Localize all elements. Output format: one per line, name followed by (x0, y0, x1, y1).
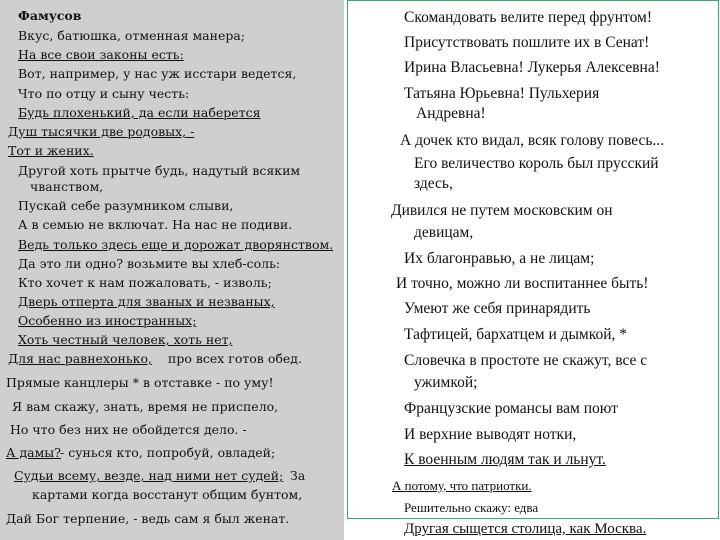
verse-line: Их благонравью, а не лицам; (404, 250, 595, 267)
verse-line: Вот, например, у нас уж исстари ведется, (18, 66, 297, 81)
verse-line: Другой хоть прытче будь, надутый всяким (18, 163, 301, 178)
verse-line: Прямые канцлеры * в отставке - по уму! (6, 375, 274, 390)
verse-line: Для нас равнехонько, (8, 351, 152, 366)
verse-line: Умеют же себя принарядить (404, 300, 591, 317)
verse-line: Андревна! (416, 105, 486, 122)
verse-line: Да это ли одно? возьмите вы хлеб-соль: (18, 256, 281, 271)
verse-line: На все свои законы есть: (18, 47, 184, 62)
right-text-panel (347, 0, 719, 519)
verse-line: Что по отцу и сыну честь: (18, 86, 190, 101)
verse-line: Дверь отперта для званых и незваных, (18, 294, 275, 309)
verse-line: Вкус, батюшка, отменная манера; (18, 28, 246, 43)
verse-line: Его величество король был прусский (414, 155, 659, 172)
verse-line: Словечка в простоте не скажут, все с (404, 352, 648, 369)
verse-line: А в семью не включат. На нас не подиви. (18, 217, 293, 232)
verse-line: Судьи всему, везде, над ними нет судей; (14, 468, 284, 483)
verse-line: Скомандовать велите перед фрунтом! (404, 9, 653, 26)
verse-line: Ирина Власьевна! Лукерья Алексевна! (404, 59, 660, 76)
verse-line: За (290, 468, 306, 483)
verse-line: Кто хочет к нам пожаловать, - изволь; (18, 275, 272, 290)
verse-line: Татьяна Юрьевна! Пульхерия (404, 85, 600, 102)
verse-line: Присутствовать пошлите их в Сенат! (404, 34, 650, 51)
verse-line: Французские романсы вам поют (404, 400, 618, 417)
verse-line: про всех готов обед. (168, 351, 302, 366)
verse-line: Душ тысячки две родовых, - (8, 124, 195, 139)
verse-line: А потому, что патриотки. (392, 478, 532, 493)
verse-line: Хоть честный человек, хоть нет, (18, 332, 233, 347)
verse-line: здесь, (414, 175, 453, 192)
verse-line: Будь плохенький, да если наберется (18, 105, 261, 120)
verse-line: - сунься кто, попробуй, овладей; (60, 445, 276, 460)
left-text-panel (0, 0, 344, 540)
verse-line: ужимкой; (414, 374, 478, 391)
verse-line: Дивился не путем московским он (391, 202, 613, 219)
verse-line: А дочек кто видал, всяк голову повесь... (400, 132, 665, 149)
verse-line-last: Другая сыщется столица, как Москва. (404, 521, 647, 537)
verse-line: Тот и жених. (8, 143, 94, 158)
verse-line: А дамы? (6, 445, 61, 460)
verse-line: Особенно из иностранных; (18, 313, 197, 328)
verse-line: чванством, (30, 179, 104, 194)
verse-line: Тафтицей, бархатцем и дымкой, * (404, 326, 628, 343)
verse-line: Дай Бог терпение, - ведь сам я был женат. (6, 511, 290, 526)
verse-line: Пускай себе разумником слыви, (18, 198, 234, 213)
verse-line: картами когда восстанут общим бунтом, (32, 487, 303, 502)
verse-line: И верхние выводят нотки, (404, 426, 577, 443)
verse-line: Ведь только здесь еще и дорожат дворянством. (18, 237, 334, 252)
verse-line: девицам, (414, 224, 474, 241)
speaker-name: Фамусов (18, 8, 82, 23)
verse-line: Но что без них не обойдется дело. - (10, 422, 247, 437)
verse-line: И точно, можно ли воспитаннее быть! (396, 275, 649, 292)
verse-line: Я вам скажу, знать, время не приспело, (12, 399, 279, 414)
verse-line: К военным людям так и льнут. (404, 451, 606, 468)
verse-line: Решительно скажу: едва (404, 500, 539, 515)
